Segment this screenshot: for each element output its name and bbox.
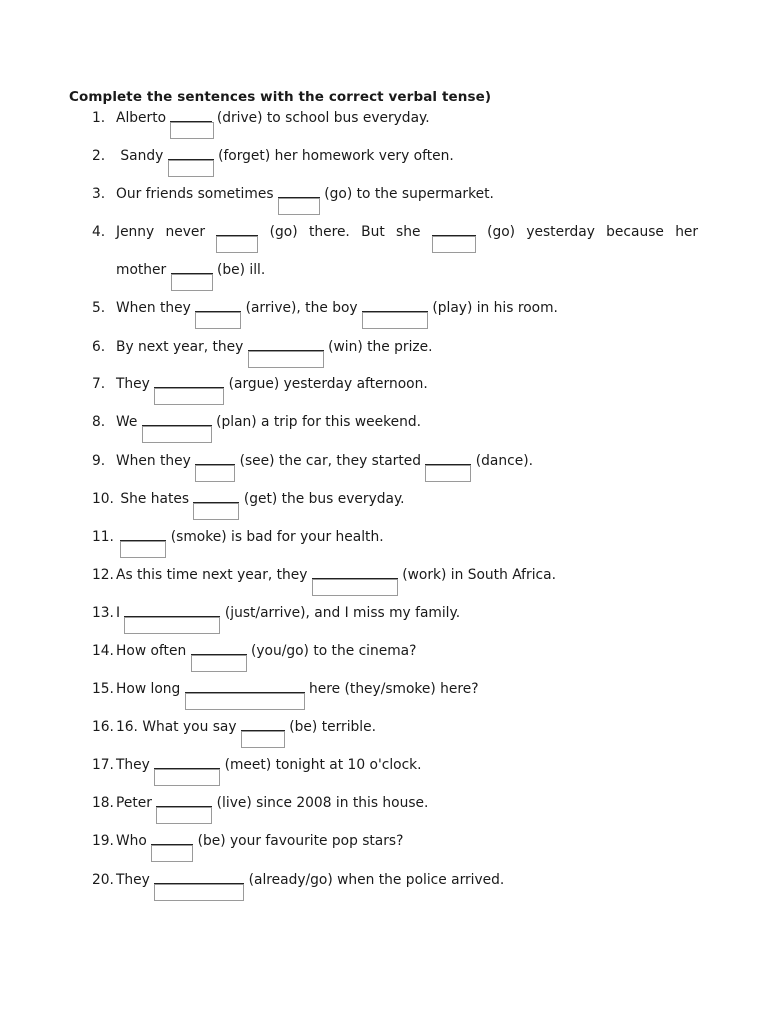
answer-blank xyxy=(362,298,428,312)
answer-field[interactable] xyxy=(151,845,193,862)
answer-blank xyxy=(154,870,244,884)
answer-blank xyxy=(195,298,241,312)
item-number: 4. xyxy=(92,224,106,240)
sentence-7: 7. They (argue) yesterday afternoon. xyxy=(92,374,698,394)
item-number: 5. xyxy=(92,300,106,316)
item-number: 14. xyxy=(92,643,114,659)
answer-field[interactable] xyxy=(124,617,220,634)
item-number: 9. xyxy=(92,453,106,469)
answer-field[interactable] xyxy=(248,351,324,368)
answer-field[interactable] xyxy=(170,122,214,139)
answer-blank xyxy=(248,337,324,351)
sentence-15: 15. How long here (they/smoke) here? xyxy=(92,679,698,699)
answer-blank xyxy=(120,527,166,541)
sentence-4-continued: mother (be) ill. xyxy=(116,260,698,280)
answer-blank xyxy=(168,146,214,160)
answer-field[interactable] xyxy=(278,198,320,215)
sentence-19: 19. Who (be) your favourite pop stars? xyxy=(92,831,698,851)
item-number: 6. xyxy=(92,339,106,355)
item-number: 2. xyxy=(92,148,106,164)
item-number: 18. xyxy=(92,795,114,811)
answer-blank xyxy=(191,641,247,655)
answer-field[interactable] xyxy=(156,807,212,824)
answer-blank xyxy=(185,679,305,693)
answer-blank xyxy=(195,451,235,465)
answer-field[interactable] xyxy=(195,312,241,329)
sentence-14: 14. How often (you/go) to the cinema? xyxy=(92,641,698,661)
answer-field[interactable] xyxy=(154,769,220,786)
sentence-2: 2. Sandy (forget) her homework very often. xyxy=(92,146,698,166)
sentence-13: 13. I (just/arrive), and I miss my family. xyxy=(92,603,698,623)
sentence-9: 9. When they (see) the car, they started (dance). xyxy=(92,451,698,471)
answer-field[interactable] xyxy=(193,503,239,520)
item-number: 12. xyxy=(92,567,114,583)
sentence-4: 4. Jenny never (go) there. But she (go) yesterday because her xyxy=(92,222,698,242)
item-number: 19. xyxy=(92,833,114,849)
answer-field[interactable] xyxy=(171,274,213,291)
answer-field[interactable] xyxy=(241,731,285,748)
answer-field[interactable] xyxy=(185,693,305,710)
answer-blank xyxy=(142,412,212,426)
sentence-18: 18. Peter (live) since 2008 in this house. xyxy=(92,793,698,813)
sentence-5: 5. When they (arrive), the boy (play) in his room. xyxy=(92,298,698,318)
answer-field[interactable] xyxy=(425,465,471,482)
answer-field[interactable] xyxy=(312,579,398,596)
sentence-10: 10. She hates (get) the bus everyday. xyxy=(92,489,698,509)
item-number: 20. xyxy=(92,872,114,888)
sentence-6: 6. By next year, they (win) the prize. xyxy=(92,337,698,357)
answer-blank xyxy=(170,108,212,122)
answer-field[interactable] xyxy=(195,465,235,482)
item-number: 3. xyxy=(92,186,106,202)
item-number: 10. xyxy=(92,491,114,507)
worksheet-title: Complete the sentences with the correct verbal tense) xyxy=(69,89,492,105)
answer-blank xyxy=(278,184,320,198)
answer-blank xyxy=(156,793,212,807)
answer-blank xyxy=(312,565,398,579)
sentence-20: 20. They (already/go) when the police arrived. xyxy=(92,870,698,890)
answer-blank xyxy=(154,755,220,769)
answer-blank xyxy=(151,831,193,845)
answer-field[interactable] xyxy=(154,388,224,405)
answer-field[interactable] xyxy=(120,541,166,558)
item-number: 17. xyxy=(92,757,114,773)
item-number: 1. xyxy=(92,110,106,126)
answer-field[interactable] xyxy=(191,655,247,672)
answer-field[interactable] xyxy=(432,236,476,253)
sentence-1: 1. Alberto (drive) to school bus everyday. xyxy=(92,108,698,128)
item-number: 7. xyxy=(92,376,106,392)
answer-blank xyxy=(193,489,239,503)
item-number: 13. xyxy=(92,605,114,621)
answer-blank xyxy=(432,222,476,236)
sentence-16: 16. 16. What you say (be) terrible. xyxy=(92,717,698,737)
answer-field[interactable] xyxy=(216,236,258,253)
answer-blank xyxy=(241,717,285,731)
answer-field[interactable] xyxy=(142,426,212,443)
answer-field[interactable] xyxy=(168,160,214,177)
sentence-8: 8. We (plan) a trip for this weekend. xyxy=(92,412,698,432)
item-number: 11. xyxy=(92,529,114,545)
answer-field[interactable] xyxy=(154,884,244,901)
sentence-17: 17. They (meet) tonight at 10 o'clock. xyxy=(92,755,698,775)
item-number: 15. xyxy=(92,681,114,697)
answer-blank xyxy=(171,260,213,274)
sentence-11: 11. (smoke) is bad for your health. xyxy=(92,527,698,547)
sentence-12: 12. As this time next year, they (work) in South Africa. xyxy=(92,565,698,585)
answer-field[interactable] xyxy=(362,312,428,329)
answer-blank xyxy=(425,451,471,465)
answer-blank xyxy=(154,374,224,388)
answer-blank xyxy=(216,222,258,236)
sentence-3: 3. Our friends sometimes (go) to the supermarket. xyxy=(92,184,698,204)
item-number: 16. xyxy=(92,719,114,735)
item-number: 8. xyxy=(92,414,106,430)
answer-blank xyxy=(124,603,220,617)
